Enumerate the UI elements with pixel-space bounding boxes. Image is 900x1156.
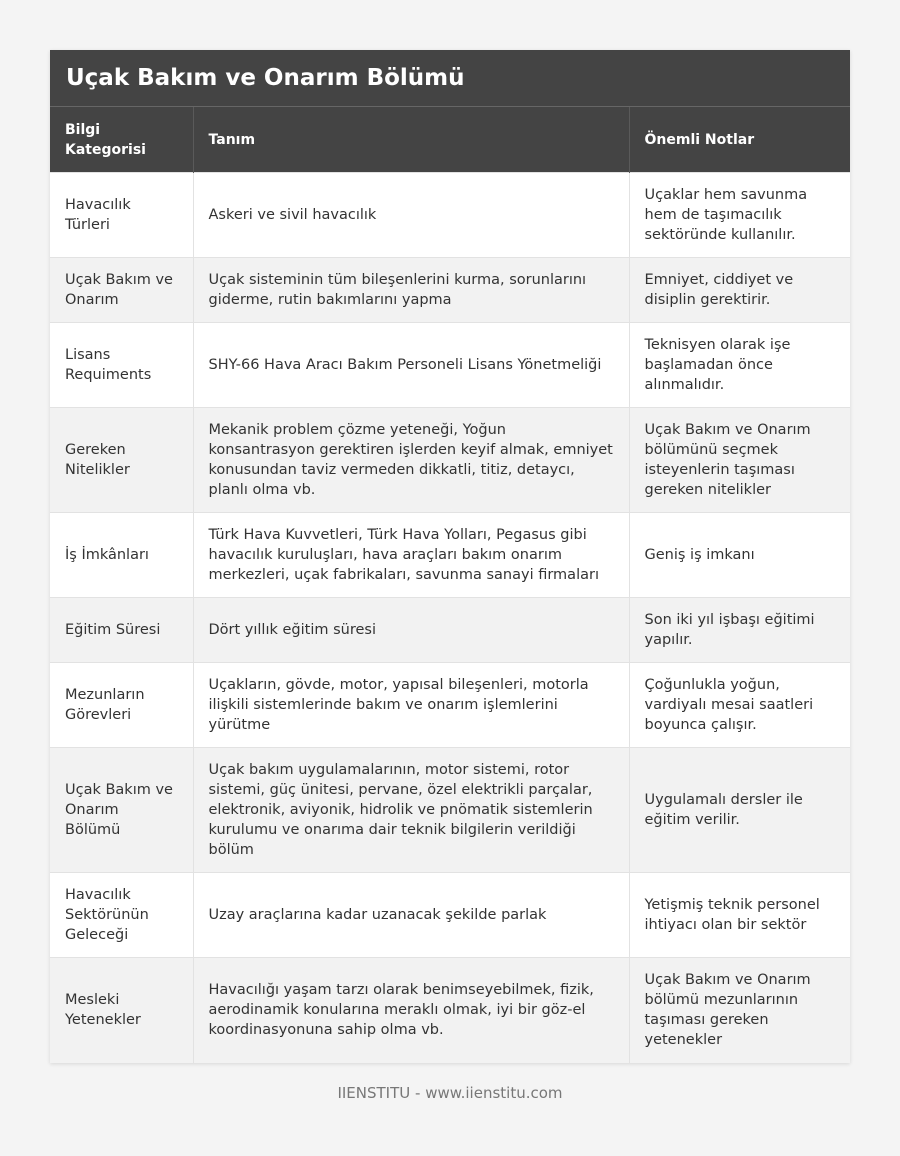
table-row	[50, 873, 850, 958]
cell-category: Havacılık Sektörünün Geleceği	[50, 873, 193, 958]
cell-definition: Uzay araçlarına kadar uzanacak şekilde parlak	[193, 873, 629, 958]
cell-category: Uçak Bakım ve Onarım	[50, 258, 193, 323]
cell-definition: Uçakların, gövde, motor, yapısal bileşenleri, motorla ilişkili sistemlerinde bakım ve onarım işlemlerini yürütme	[193, 663, 629, 748]
cell-definition: Uçak sisteminin tüm bileşenlerini kurma, sorunlarını giderme, rutin bakımlarını yapma	[193, 258, 629, 323]
table-row	[50, 323, 850, 408]
table-title: Uçak Bakım ve Onarım Bölümü	[50, 50, 850, 107]
cell-notes: Uçak Bakım ve Onarım bölümü mezunlarının taşıması gereken yetenekler	[629, 958, 850, 1063]
cell-category: Mezunların Görevleri	[50, 663, 193, 748]
table-row	[50, 748, 850, 873]
cell-category: İş İmkânları	[50, 513, 193, 598]
table-row	[50, 513, 850, 598]
cell-category: Eğitim Süresi	[50, 598, 193, 663]
cell-definition: SHY-66 Hava Aracı Bakım Personeli Lisans Yönetmeliği	[193, 323, 629, 408]
cell-notes: Geniş iş imkanı	[629, 513, 850, 598]
footer-credit: IIENSTITU - www.iienstitu.com	[337, 1084, 563, 1102]
cell-definition: Askeri ve sivil havacılık	[193, 173, 629, 258]
cell-notes: Teknisyen olarak işe başlamadan önce alınmalıdır.	[629, 323, 850, 408]
cell-category: Havacılık Türleri	[50, 173, 193, 258]
cell-category: Uçak Bakım ve Onarım Bölümü	[50, 748, 193, 873]
header-category: Bilgi Kategorisi	[50, 107, 193, 173]
table-header-row	[50, 107, 850, 173]
cell-notes: Son iki yıl işbaşı eğitimi yapılır.	[629, 598, 850, 663]
cell-definition: Dört yıllık eğitim süresi	[193, 598, 629, 663]
table-row	[50, 663, 850, 748]
cell-definition: Mekanik problem çözme yeteneği, Yoğun konsantrasyon gerektiren işlerden keyif almak, emniyet konusundan taviz vermeden dikkatli, titiz, detaycı, planlı olma vb.	[193, 408, 629, 513]
cell-definition: Türk Hava Kuvvetleri, Türk Hava Yolları, Pegasus gibi havacılık kuruluşları, hava araçları bakım onarım merkezleri, uçak fabrikaları, savunma sanayi firmaları	[193, 513, 629, 598]
table-row	[50, 598, 850, 663]
table-row	[50, 958, 850, 1063]
cell-notes: Uçaklar hem savunma hem de taşımacılık sektöründe kullanılır.	[629, 173, 850, 258]
cell-definition: Uçak bakım uygulamalarının, motor sistemi, rotor sistemi, güç ünitesi, pervane, özel elektrikli parçalar, elektronik, aviyonik, hidrolik ve pnömatik sistemlerin kurulumu ve onarıma dair teknik bilgilerin verildiği bölüm	[193, 748, 629, 873]
cell-category: Mesleki Yetenekler	[50, 958, 193, 1063]
table-row	[50, 258, 850, 323]
info-table-card	[50, 50, 850, 1063]
cell-category: Gereken Nitelikler	[50, 408, 193, 513]
cell-notes: Uygulamalı dersler ile eğitim verilir.	[629, 748, 850, 873]
cell-notes: Çoğunlukla yoğun, vardiyalı mesai saatleri boyunca çalışır.	[629, 663, 850, 748]
table-row	[50, 408, 850, 513]
cell-notes: Emniyet, ciddiyet ve disiplin gerektirir.	[629, 258, 850, 323]
cell-notes: Yetişmiş teknik personel ihtiyacı olan bir sektör	[629, 873, 850, 958]
header-definition: Tanım	[193, 107, 629, 173]
cell-category: Lisans Requiments	[50, 323, 193, 408]
header-notes: Önemli Notlar	[629, 107, 850, 173]
table-row	[50, 173, 850, 258]
cell-definition: Havacılığı yaşam tarzı olarak benimseyebilmek, fizik, aerodinamik konularına meraklı olmak, iyi bir göz-el koordinasyonuna sahip olma vb.	[193, 958, 629, 1063]
cell-notes: Uçak Bakım ve Onarım bölümünü seçmek isteyenlerin taşıması gereken nitelikler	[629, 408, 850, 513]
info-table	[50, 107, 850, 1063]
